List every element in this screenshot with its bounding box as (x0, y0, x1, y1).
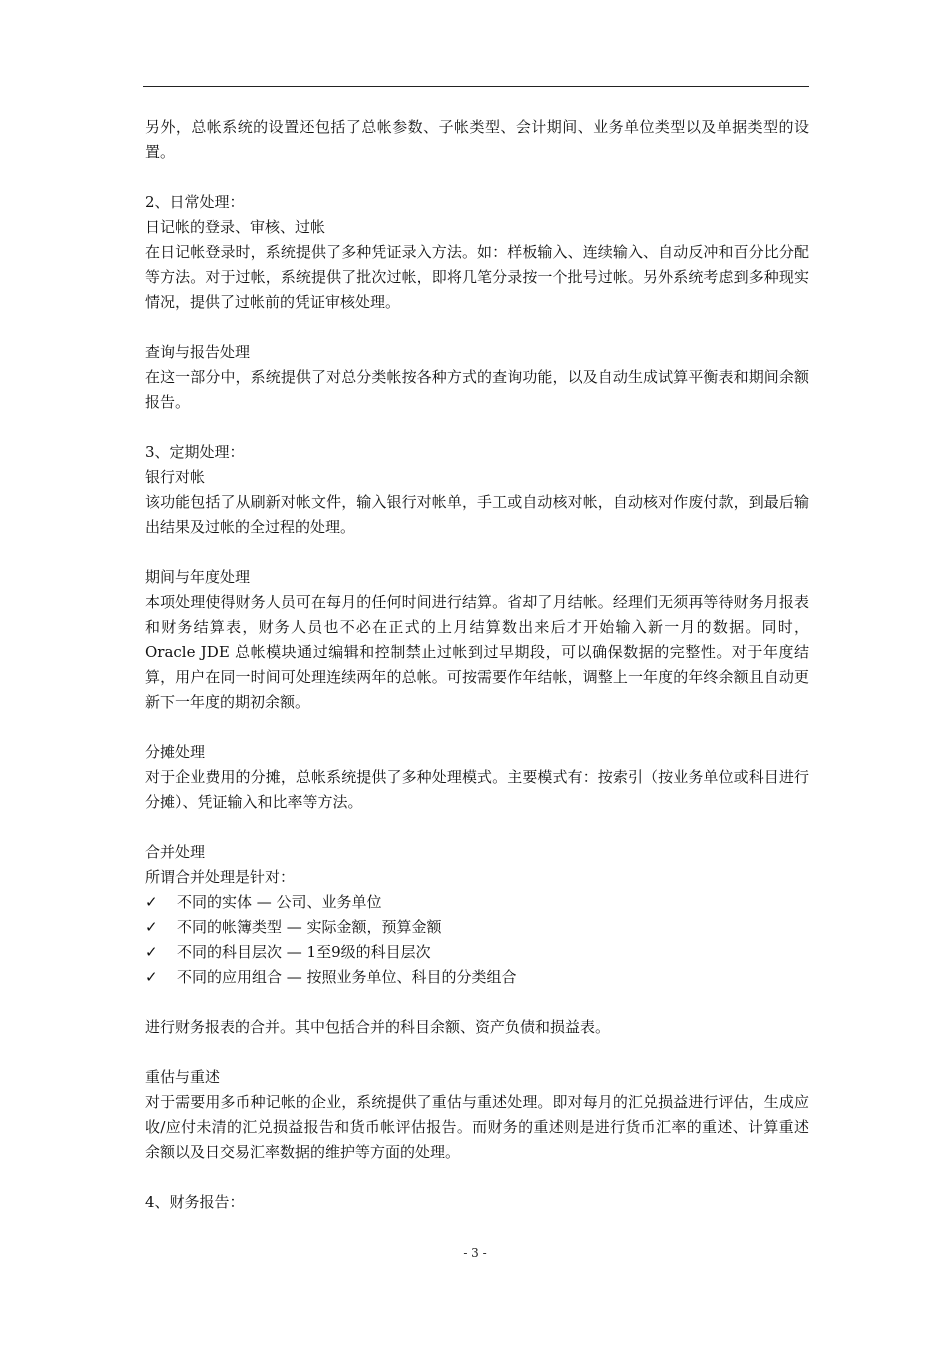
checklist-item-text: 不同的实体 — 公司、业务单位 (177, 893, 382, 911)
checklist-item (145, 915, 809, 940)
consolidation-checklist (145, 890, 809, 990)
checkmark-icon: ✓ (145, 893, 158, 911)
page-number: - 3 - (463, 1246, 487, 1260)
paragraph-setup: 另外，总帐系统的设置还包括了总帐参数、子帐类型、会计期间、业务单位类型以及单据类型的设置。 (145, 118, 809, 161)
subheading-query: 查询与报告处理 (145, 343, 251, 361)
checklist-item-text: 不同的应用组合 — 按照业务单位、科目的分类组合 (177, 968, 517, 986)
section-heading-reports: 4、财务报告： (145, 1193, 245, 1211)
checklist-item (145, 890, 809, 915)
subheading-journal: 日记帐的登录、审核、过帐 (145, 218, 326, 236)
paragraph-consolidation-result: 进行财务报表的合并。其中包括合并的科目余额、资产负债和损益表。 (145, 1018, 611, 1036)
checklist-item (145, 940, 809, 965)
checklist-item-text: 不同的科目层次 — 1至9级的科目层次 (177, 943, 431, 961)
section-heading-daily: 2、日常处理： (145, 193, 245, 211)
subheading-revaluation: 重估与重述 (145, 1068, 221, 1086)
section-heading-periodic: 3、定期处理： (145, 443, 245, 461)
paragraph-bank: 该功能包括了从刷新对帐文件，输入银行对帐单，手工或自动核对帐，自动核对作废付款，到最后输出结果及过帐的全过程的处理。 (145, 493, 809, 536)
checklist-item (145, 965, 809, 990)
subheading-allocation: 分摊处理 (145, 743, 206, 761)
checkmark-icon: ✓ (145, 968, 158, 986)
subheading-bank: 银行对帐 (145, 468, 206, 486)
paragraph-query: 在这一部分中，系统提供了对总分类帐按各种方式的查询功能，以及自动生成试算平衡表和期间余额报告。 (145, 368, 809, 411)
checklist-item-text: 不同的帐簿类型 — 实际金额，预算金额 (177, 918, 442, 936)
checkmark-icon: ✓ (145, 943, 158, 961)
checkmark-icon: ✓ (145, 918, 158, 936)
paragraph-journal: 在日记帐登录时，系统提供了多种凭证录入方法。如：样板输入、连续输入、自动反冲和百分比分配等方法。对于过帐，系统提供了批次过帐，即将几笔分录按一个批号过帐。另外系统考虑到多种现实情况，提供了过帐前的凭证审核处理。 (145, 243, 809, 311)
subheading-period-year: 期间与年度处理 (145, 568, 251, 586)
paragraph-period-year: 本项处理使得财务人员可在每月的任何时间进行结算。省却了月结帐。经理们无须再等待财务月报表和财务结算表，财务人员也不必在正式的上月结算数出来后才开始输入新一月的数据。同时，Oracle JDE 总帐模块通过编辑和控制禁止过帐到过早期段，可以确保数据的完整性。对于年度结算，用户在同一时间可处理连续两年的总帐。可按需要作年结帐，调整上一年度的年终余额且自动更新下一年度的期初余额。 (145, 593, 809, 711)
subheading-consolidation: 合并处理 (145, 843, 206, 861)
paragraph-revaluation: 对于需要用多币种记帐的企业，系统提供了重估与重述处理。即对每月的汇兑损益进行评估，生成应收/应付未清的汇兑损益报告和货币帐评估报告。而财务的重述则是进行货币汇率的重述、计算重述余额以及日交易汇率数据的维护等方面的处理。 (145, 1093, 809, 1161)
paragraph-consolidation-intro: 所谓合并处理是针对： (145, 868, 296, 886)
header-rule (143, 86, 809, 87)
paragraph-allocation: 对于企业费用的分摊，总帐系统提供了多种处理模式。主要模式有：按索引（按业务单位或科目进行分摊）、凭证输入和比率等方法。 (145, 768, 809, 811)
document-body (145, 115, 809, 1215)
